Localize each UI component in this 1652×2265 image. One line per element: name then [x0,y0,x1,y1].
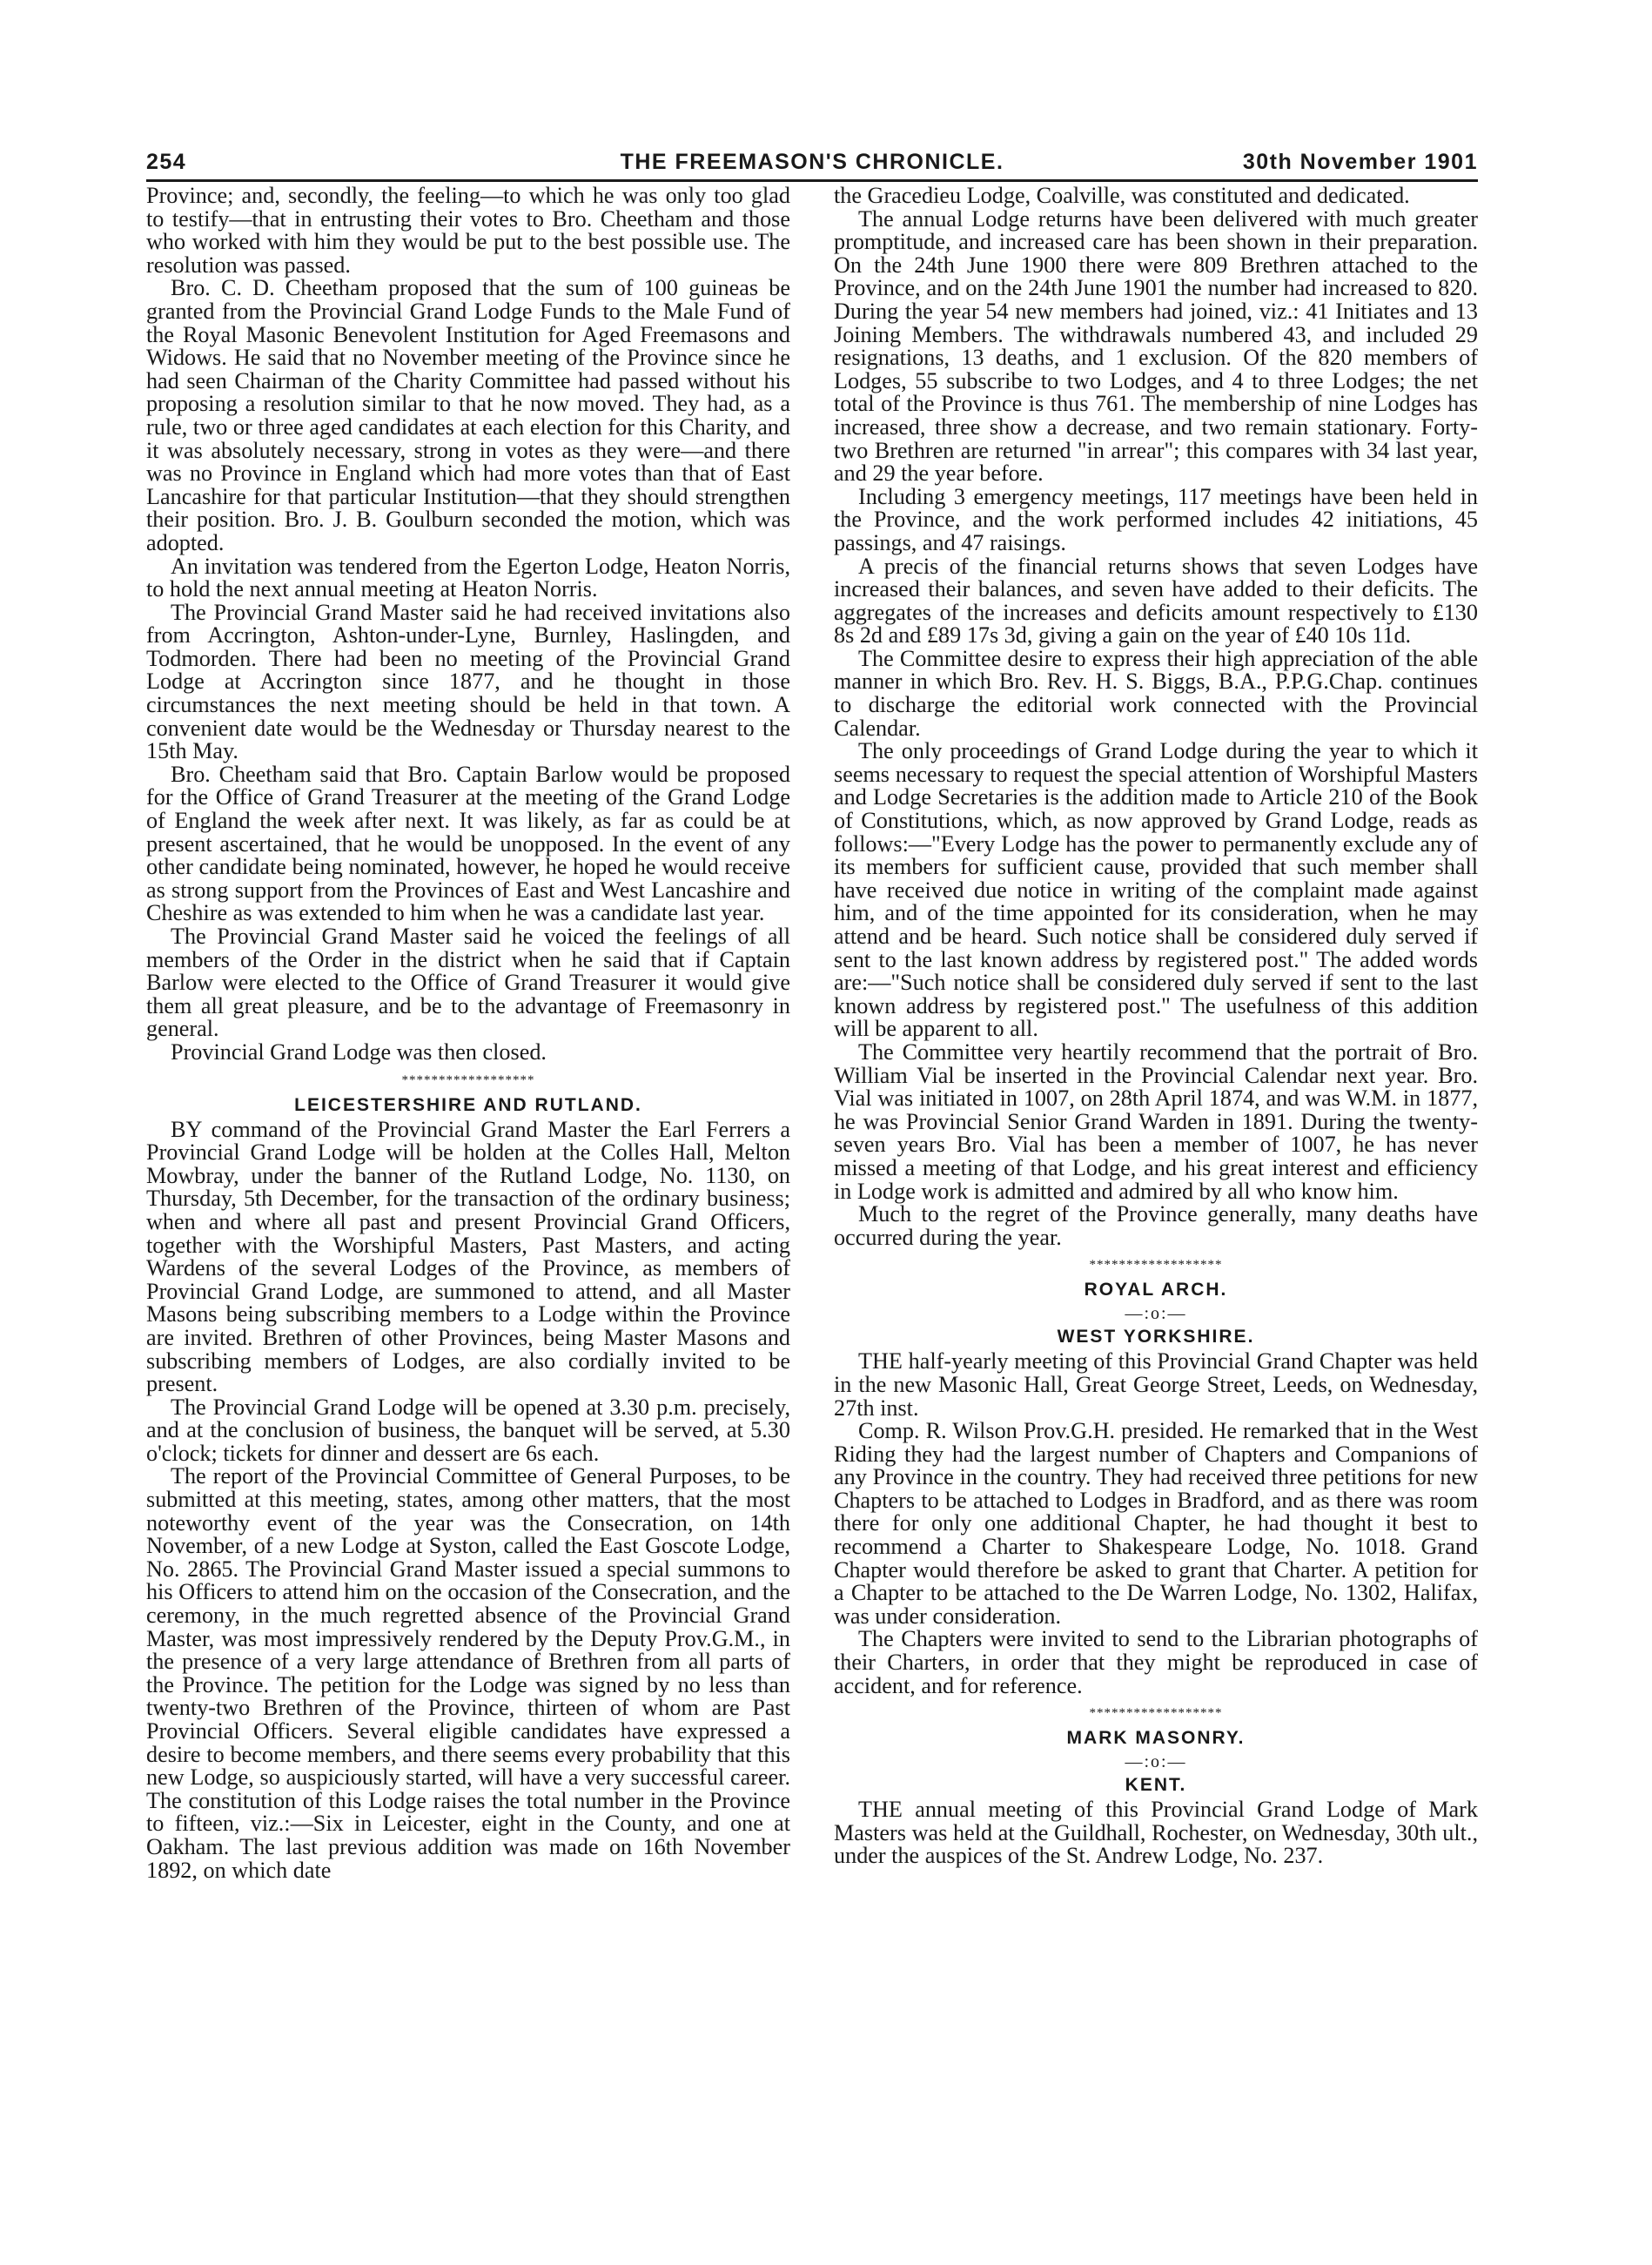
section-separator: ****************** [401,1072,535,1087]
paragraph: THE annual meeting of this Provincial Grand Lodge of Mark Masters was held at the Guildhall, Rochester, on Wednesday, 30th ult., under the auspices of the St. Andrew Lodge, No. 237. [834,1797,1478,1869]
paragraph: Provincial Grand Lodge was then closed. [171,1038,547,1065]
section-heading: MARK MASONRY. [1066,1728,1246,1749]
masthead [146,146,1478,181]
paragraph: The Provincial Grand Master said he had received invitations also from Accrington, Ashton-under-Lyne, Burnley, Haslingden, and Todmorden. There had been no meeting of the Provincial Grand Lodge at Accrington since 1877, and he thought in those circumstances the next meeting should be held in that town. A convenient date would be the Wednesday or Thursday nearest to the 15th May. [146,599,790,764]
paragraph: Much to the regret of the Province generally, many deaths have occurred during the year. [834,1201,1478,1250]
page-number: 254 [146,150,187,174]
issue-date: 30th November 1901 [1242,150,1478,174]
paragraph: A precis of the financial returns shows that seven Lodges have increased their balances, and seven have added to their deficits. The aggregates of the increases and deficits amount respectively to £130 8s 2d and £89 17s 3d, giving a gain on the year of £40 10s 11d. [834,553,1478,649]
paragraph: Comp. R. Wilson Prov.G.H. presided. He remarked that in the West Riding they had the largest number of Chapters and Companions of any Province in the country. They had received three petitions for new Chapters to be attached to Lodges in Bradford, and as there was room there for only one additional Chapter, he had thought it best to recommend a Charter to Shakespeare Lodge, No. 1018. Grand Chapter would therefore be asked to grant that Charter. A petition for a Chapter to be attached to the De Warren Lodge, No. 1302, Halifax, was under consideration. [834,1418,1478,1629]
publication-title: THE FREEMASON'S CHRONICLE. [620,150,1004,174]
paragraph: The Chapters were invited to send to the Librarian photographs of their Charters, in order that they might be reproduced in case of accident, and for reference. [834,1626,1478,1698]
left-column [146,185,790,1882]
paragraph: Including 3 emergency meetings, 117 meetings have been held in the Province, and the work performed includes 42 initiations, 45 passings, and 47 raisings. [834,483,1478,555]
paragraph: THE half-yearly meeting of this Provincial Grand Chapter was held in the new Masonic Hall, Great George Street, Leeds, on Wednesday, 27th inst. [834,1348,1478,1421]
paragraph: The Committee desire to express their high appreciation of the able manner in which Bro. Rev. H. S. Biggs, B.A., P.P.G.Chap. continues to discharge the editorial work connected with the Provincial Calendar. [834,645,1478,741]
paragraph: BY command of the Provincial Grand Master the Earl Ferrers a Provincial Grand Lodge will be holden at the Colles Hall, Melton Mowbray, under the banner of the Rutland Lodge, No. 1130, on Thursday, 5th December, for the transaction of the ordinary business; when and where all past and present Provincial Grand Officers, together with the Worshipful Masters, Past Masters, and acting Wardens of the several Lodges of the Province, as members of Provincial Grand Lodge, are summoned to attend, and all Master Masons being subscribing members to a Lodge within the Province are invited. Brethren of other Provinces, being Master Masons and subscribing members of Lodges, are also cordially invited to be present. [146,1116,790,1397]
right-column [834,185,1478,1868]
ornament-divider: —:o:— [1125,1304,1187,1324]
paragraph: Bro. C. D. Cheetham proposed that the sum of 100 guineas be granted from the Provincial Grand Lodge Funds to the Male Fund of the Royal Masonic Benevolent Institution for Aged Freemasons and Widows. He said that no November meeting of the Province since he had seen Chairman of the Charity Committee had passed without his proposing a resolution similar to that he now moved. They had, as a rule, two or three aged candidates at each election for this Charity, and it was absolutely necessary, strong in votes as they were—and there was no Province in England which had more votes than that of East Lancashire for that particular Institution—that they should strengthen their position. Bro. J. B. Goulburn seconded the motion, which was adopted. [146,275,790,555]
section-separator: ****************** [1089,1706,1223,1721]
section-subheading: WEST YORKSHIRE. [1057,1327,1255,1348]
paragraph: Province; and, secondly, the feeling—to which he was only too glad to testify—that in entrusting their votes to Bro. Cheetham and those who worked with him they would be put to the best possible use. The resolution was passed. [146,183,790,278]
paragraph: The only proceedings of Grand Lodge during the year to which it seems necessary to request the special attention of Worshipful Masters and Lodge Secretaries is the addition made to Article 210 of the Book of Constitutions, which, as now approved by Grand Lodge, reads as follows:—"Every Lodge has the power to permanently exclude any of its members for sufficient cause, provided that such member shall have received due notice in writing of the complaint made against him, and of the time appointed for its consideration, when he may attend and be heard. Such notice shall be considered duly served if sent to the last known address by registered post." The added words are:—"Such notice shall be considered duly served if sent to the last known address by registered post." The usefulness of this addition will be apparent to all. [834,738,1478,1042]
paragraph: The Committee very heartily recommend that the portrait of Bro. William Vial be inserted in the Provincial Calendar next year. Bro. Vial was initiated in 1007, on 28th April 1874, and was W.M. in 1877, he was Provincial Senior Grand Warden in 1891. During the twenty-seven years Bro. Vial has been a member of 1007, he has never missed a meeting of that Lodge, and his great interest and efficiency in Lodge work is admitted and admired by all who know him. [834,1038,1478,1204]
paragraph: The report of the Provincial Committee of General Purposes, to be submitted at this meeting, states, among other matters, that the most noteworthy event of the year was the Consecration, on 14th November, of a new Lodge at Syston, called the East Goscote Lodge, No. 2865. The Provincial Grand Master issued a special summons to his Officers to attend him on the occasion of the Consecration, and the ceremony, in the much regretted absence of the Provincial Grand Master, was most impressively rendered by the Deputy Prov.G.M., in the presence of a very large attendance of Brethren from all parts of the Province. The petition for the Lodge was signed by no less than twenty-two Brethren of the Province, thirteen of whom are Past Provincial Officers. Several eligible candidates have expressed a desire to become members, and there seems every probability that this new Lodge, so auspiciously started, will have a very successful career. The constitution of this Lodge raises the total number in the Province to fifteen, viz.:—Six in Leicester, eight in the County, and one at Oakham. The last previous addition was made on 16th November 1892, on which date [146,1463,790,1883]
paragraph: The annual Lodge returns have been delivered with much greater promptitude, and increased care has been shown in their preparation. On the 24th June 1900 there were 809 Brethren attached to the Province, and on the 24th June 1901 the number had increased to 820. During the year 54 new members had joined, viz.: 41 Initiates and 13 Joining Members. The withdrawals numbered 43, and included 29 resignations, 13 deaths, and 1 exclusion. Of the 820 members of Lodges, 55 subscribe to two Lodges, and 4 to three Lodges; the net total of the Province is thus 761. The membership of nine Lodges has increased, three show a decrease, and two remain stationary. Forty-two Brethren are returned "in arrear"; this compares with 34 last year, and 29 the year before. [834,205,1478,487]
paragraph: The Provincial Grand Lodge will be opened at 3.30 p.m. precisely, and at the conclusion of business, the banquet will be served, at 5.30 o'clock; tickets for dinner and dessert are 6s each. [146,1394,790,1466]
paragraph: The Provincial Grand Master said he voiced the feelings of all members of the Order in the district when he said that if Captain Barlow were elected to the Office of Grand Treasurer it would give them all great pleasure, and be to the advantage of Freemasonry in general. [146,924,790,1042]
section-separator: ****************** [1089,1258,1223,1273]
header-rule [146,179,1478,182]
section-subheading: KENT. [1125,1775,1187,1796]
section-heading: ROYAL ARCH. [1084,1280,1228,1301]
section-heading: LEICESTERSHIRE AND RUTLAND. [294,1094,642,1115]
paragraph: An invitation was tendered from the Egerton Lodge, Heaton Norris, to hold the next annual meeting at Heaton Norris. [146,553,790,602]
ornament-divider: —:o:— [1125,1752,1187,1772]
paragraph: Bro. Cheetham said that Bro. Captain Barlow would be proposed for the Office of Grand Treasurer at the meeting of the Grand Lodge of England the week after next. It was likely, as far as could be at present ascertained, that he would be unopposed. In the event of any other candidate being nominated, however, he hoped he would receive as strong support from the Provinces of East and West Lancashire and Cheshire as was extended to him when he was a candidate last year. [146,761,790,926]
paragraph: the Gracedieu Lodge, Coalville, was constituted and dedicated. [834,183,1410,208]
